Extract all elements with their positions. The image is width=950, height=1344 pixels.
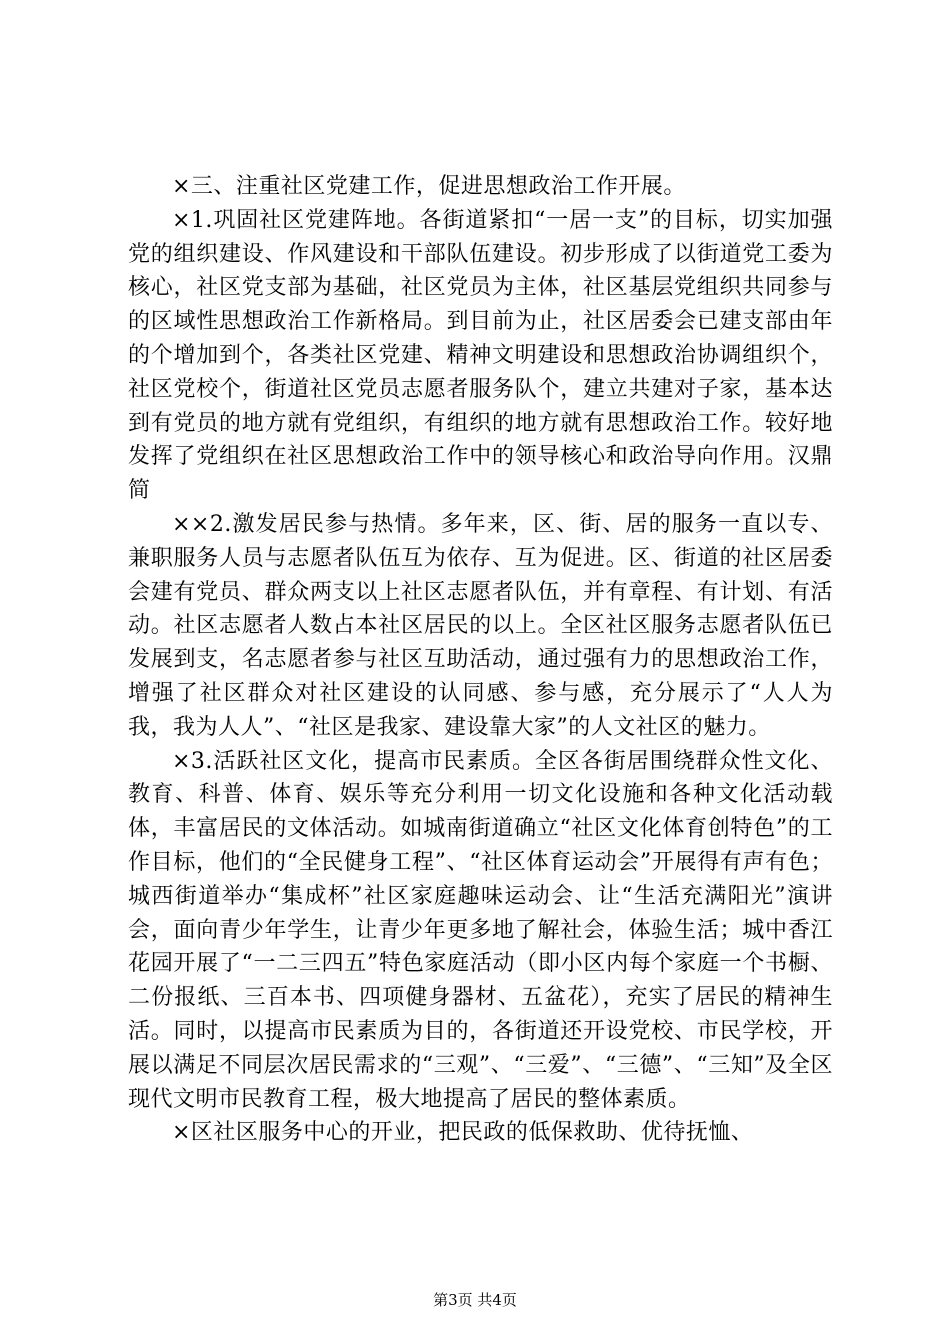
body-paragraph-service-center: ×区社区服务中心的开业，把民政的低保救助、优待抚恤、 bbox=[172, 1120, 754, 1146]
page-footer: 第3页 共4页 bbox=[433, 1291, 517, 1309]
body-paragraph-resident-participation: ××2.激发居民参与热情。多年来，区、街、居的服务一直以专、兼职服务人员与志愿者队伍互为依存、互为促进。区、街道的社区居委会建有党员、群众两支以上社区志愿者队伍，并有章程、有计划、有活动。社区志愿者人数占本社区居民的以上。全区社区服务志愿者队伍已发展到支，名志愿者参与社区互助活动，通过强有力的思想政治工作，增强了社区群众对社区建设的认同感、参与感，充分展示了“人人为我，我为人人”、“社区是我家、建设靠大家”的人文社区的魅力。 bbox=[128, 511, 833, 740]
section-heading-paragraph: ×三、注重社区党建工作，促进思想政治工作开展。 bbox=[172, 174, 686, 199]
body-paragraph-community-culture: ×3.活跃社区文化，提高市民素质。全区各街居围绕群众性文化、教育、科普、体育、娱乐等充分利用一切文化设施和各种文化活动载体，丰富居民的文体活动。如城南街道确立“社区文化体育创特色”的工作目标，他们的“全民健身工程”、“社区体育运动会”开展得有声有色；城西街道举办“集成杯”社区家庭趣味运动会、让“生活充满阳光”演讲会，面向青少年学生，让青少年更多地了解社会，体验生活；城中香江花园开展了“一二三四五”特色家庭活动（即小区内每个家庭一个书橱、二份报纸、三百本书、四项健身器材、五盆花），充实了居民的精神生活。同时，以提高市民素质为目的，各街道还开设党校、市民学校，开展以满足不同层次居民需求的“三观”、“三爱”、“三德”、“三知”及全区现代文明市民教育工程，极大地提高了居民的整体素质。 bbox=[128, 748, 833, 1112]
document-body bbox=[128, 170, 833, 1150]
body-paragraph-party-building: ×1.巩固社区党建阵地。各街道紧扣“一居一支”的目标，切实加强党的组织建设、作风建设和干部队伍建设。初步形成了以街道党工委为核心，社区党支部为基础，社区党员为主体，社区基层党组织共同参与的区域性思想政治工作新格局。到目前为止，社区居委会已建支部由年的个增加到个，各类社区党建、精神文明建设和思想政治协调组织个，社区党校个，街道社区党员志愿者服务队个，建立共建对子家，基本达到有党员的地方就有党组织，有组织的地方就有思想政治工作。较好地发挥了党组织在社区思想政治工作中的领导核心和政治导向作用。汉鼎简 bbox=[128, 207, 833, 504]
